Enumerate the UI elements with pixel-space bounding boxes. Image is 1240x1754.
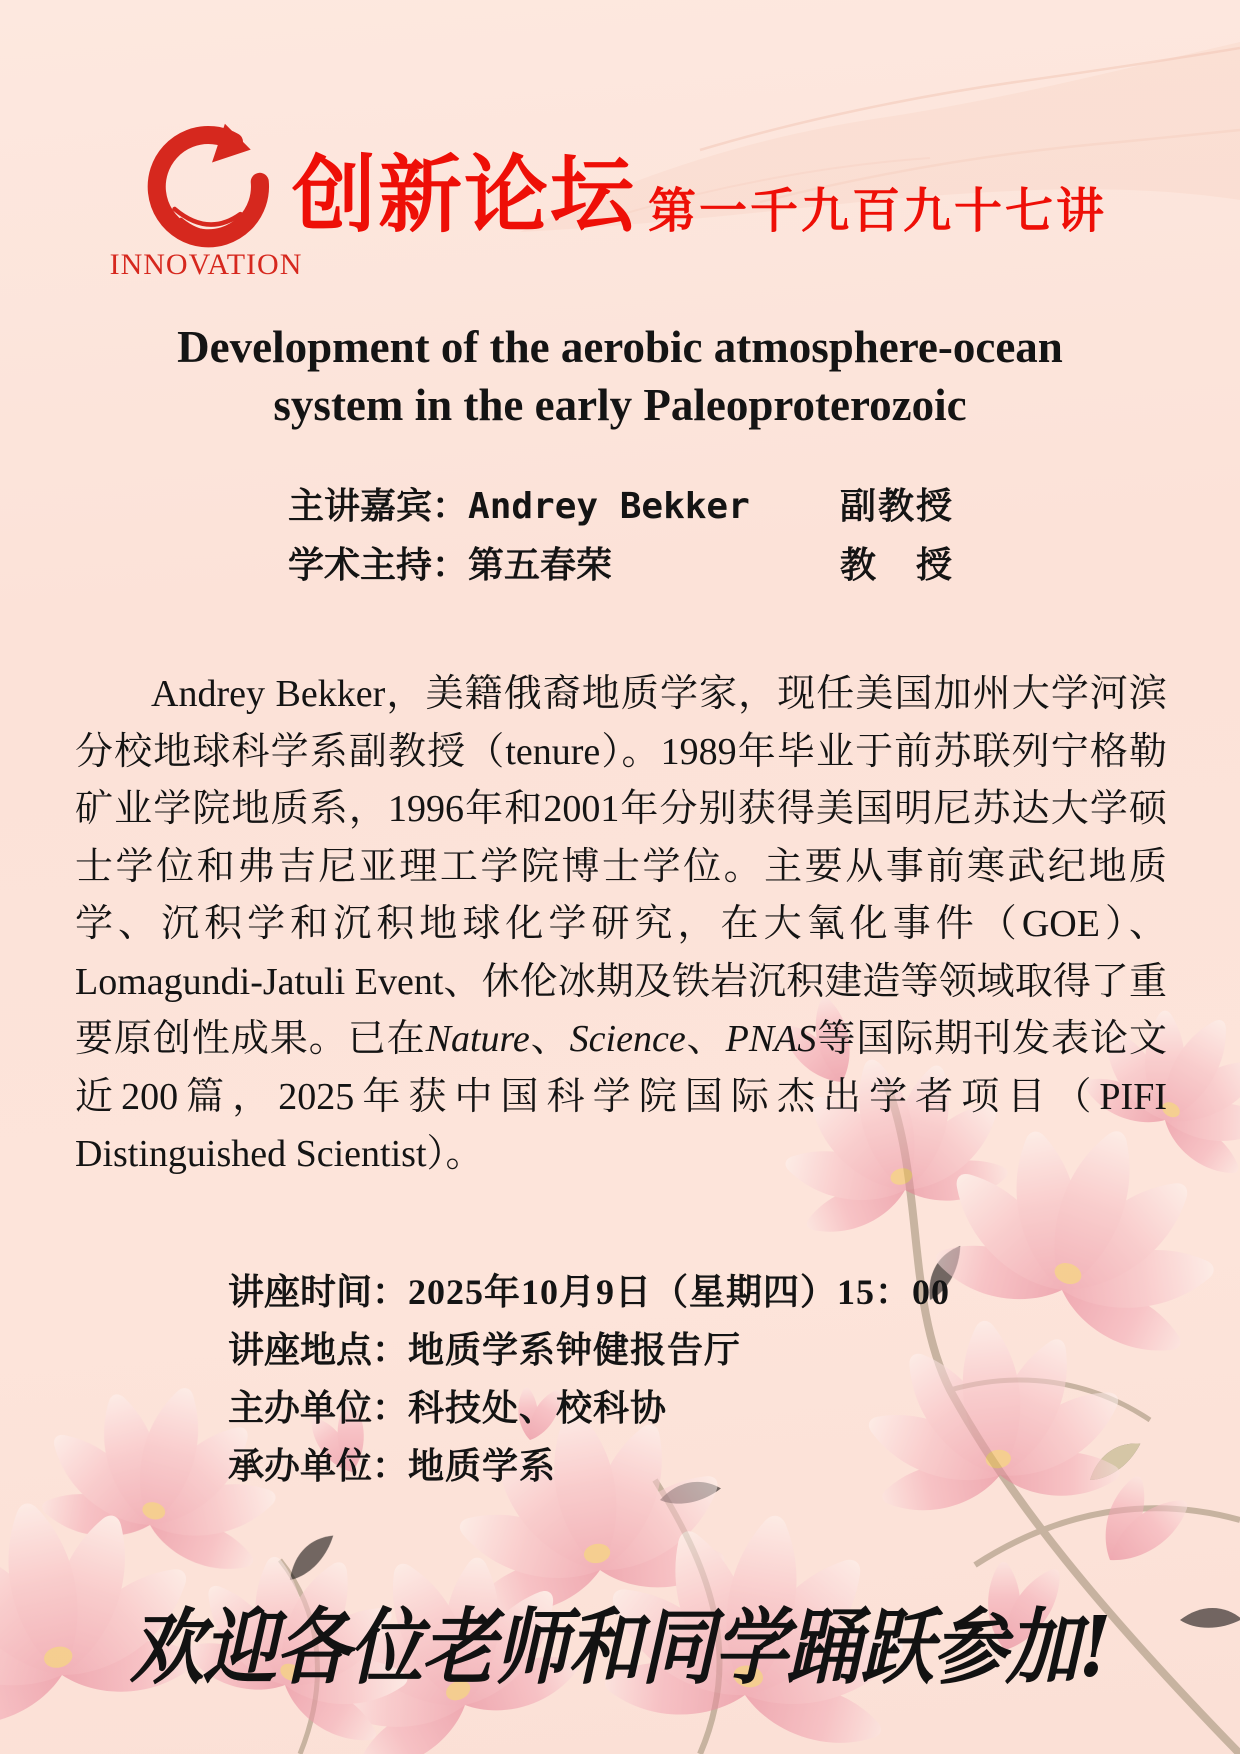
speaker-title: 副教授	[840, 485, 955, 526]
innovation-logo-icon	[128, 116, 296, 258]
speakers-block	[288, 478, 954, 596]
talk-title-line1: Development of the aerobic atmosphere-ocean	[177, 322, 1063, 372]
detail-value: 地质学系钟健报告厅	[408, 1330, 742, 1370]
speaker-label: 学术主持：	[288, 544, 469, 585]
detail-row-undertaker	[228, 1438, 950, 1496]
talk-title-line2: system in the early Paleoproterozoic	[273, 380, 967, 430]
detail-value: 2025年10月9日（星期四）15：00	[408, 1272, 951, 1312]
speaker-title: 教 授	[840, 544, 955, 585]
bio-text: 等国际期刊发表论文近200篇，2025年获中国科学院国际杰出学者项目（PIFI Distinguished Scientist）。	[75, 1018, 1167, 1175]
detail-value: 地质学系	[408, 1446, 557, 1486]
detail-label: 主办单位：	[228, 1387, 409, 1428]
journal-pnas: PNAS	[725, 1018, 817, 1060]
speaker-label: 主讲嘉宾：	[288, 485, 469, 526]
detail-label: 讲座地点：	[228, 1329, 409, 1370]
detail-label: 讲座时间：	[228, 1271, 409, 1312]
bio-text: Andrey Bekker，美籍俄裔地质学家，现任美国加州大学河滨分校地球科学系副教授（tenure）。1989年毕业于前苏联列宁格勒矿业学院地质系，1996年和2001年分别获得美国明尼苏达大学硕士学位和弗吉尼亚理工学院博士学位。主要从事前寒武纪地质学、沉积学和沉积地球化学研究，在大氧化事件（GOE）、Lomagundi-Jatuli Event、休伦冰期及铁岩沉积建造等领域取得了重要原创性成果。已在	[75, 673, 1167, 1060]
event-details	[228, 1264, 950, 1496]
journal-science: Science	[569, 1018, 686, 1060]
bio-text: 、	[685, 1018, 726, 1060]
detail-row-venue	[228, 1322, 950, 1380]
talk-title	[40, 318, 1200, 434]
speaker-row-guest	[288, 478, 954, 537]
speaker-row-host	[288, 537, 954, 596]
detail-value: 科技处、校科协	[408, 1388, 668, 1428]
detail-row-time	[228, 1264, 950, 1322]
speaker-name: Andrey Bekker	[468, 486, 750, 527]
speaker-biography	[75, 666, 1167, 1184]
bio-text: 、	[529, 1018, 570, 1060]
journal-nature: Nature	[425, 1018, 530, 1060]
speaker-name: 第五春荣	[468, 545, 613, 586]
lecture-number: 第一千九百九十七讲	[648, 185, 1108, 238]
forum-title: 创新论坛	[292, 148, 637, 242]
detail-label: 承办单位：	[228, 1445, 409, 1486]
detail-row-organizer	[228, 1380, 950, 1438]
welcome-slogan: 欢迎各位老师和同学踊跃参加!	[129, 1599, 1111, 1697]
brand-text: INNOVATION	[109, 248, 303, 281]
